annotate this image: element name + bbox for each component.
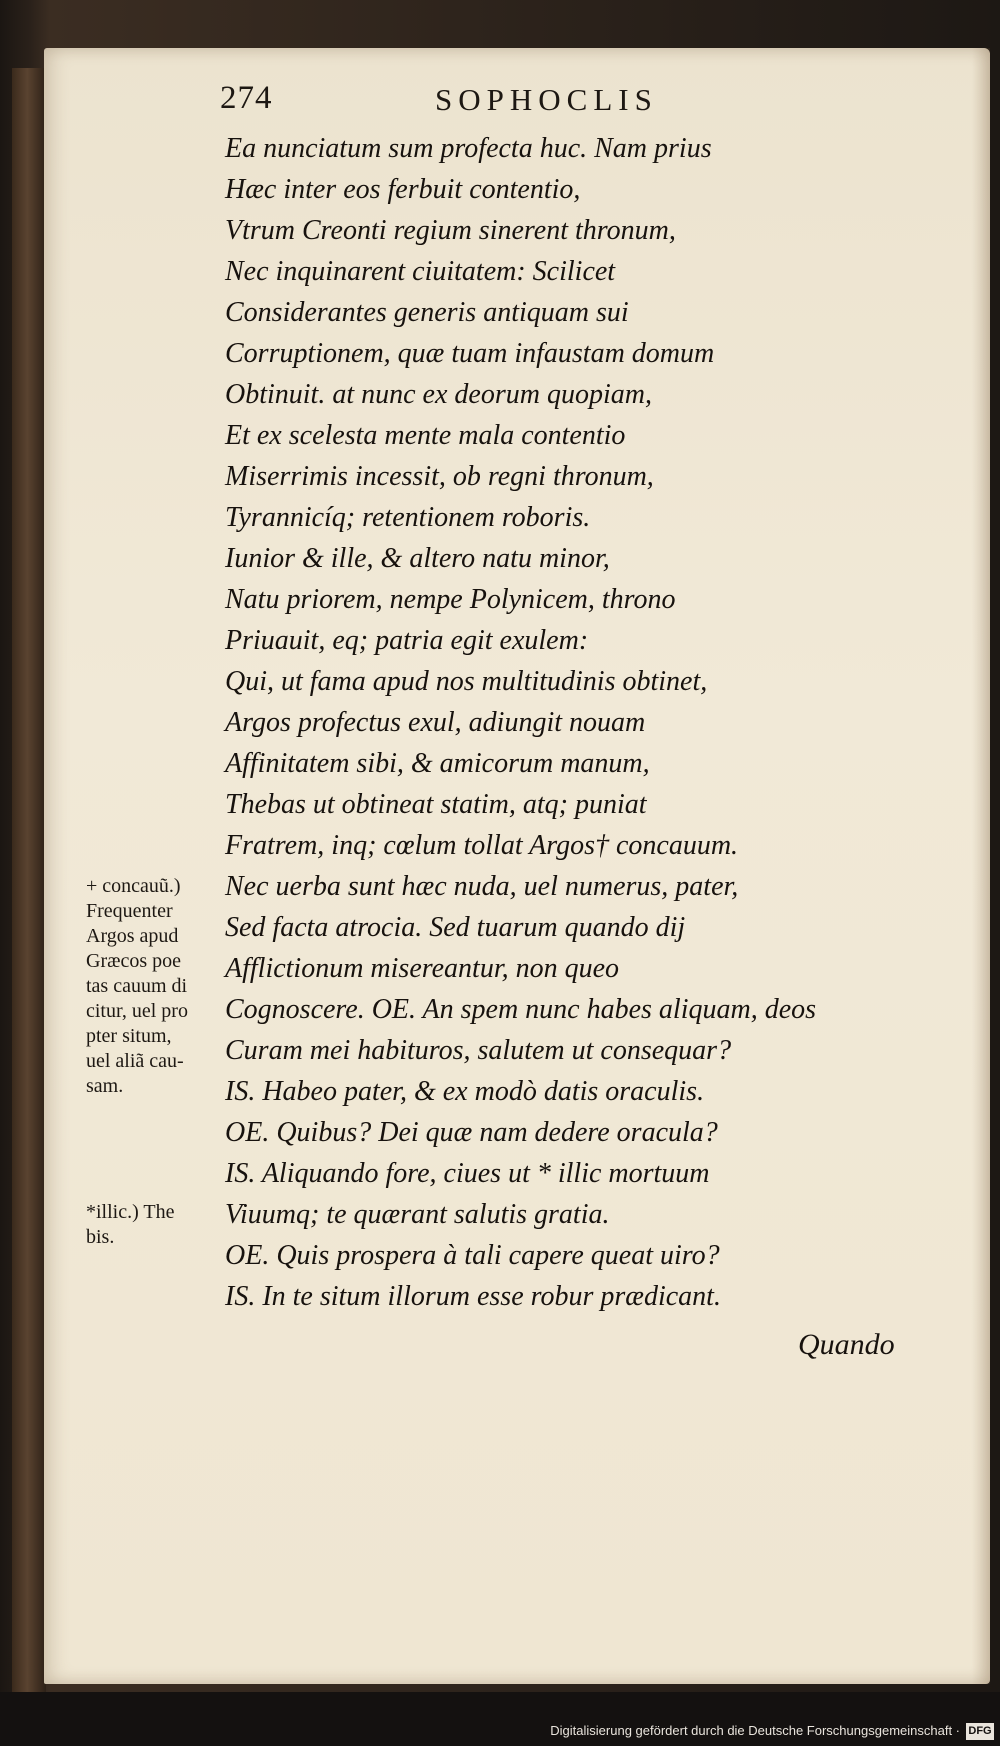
verse-line: Ea nunciatum sum profecta huc. Nam prius xyxy=(225,133,712,164)
catchword: Quando xyxy=(798,1328,895,1361)
verse-line: Tyrannicíq; retentionem roboris. xyxy=(225,502,591,533)
verse-line: Considerantes generis antiquam sui xyxy=(225,297,629,328)
marginal-note-concauum: + concauũ.) Frequenter Argos apud Græcos poe tas cauum di citur, uel pro pter situm, uel aliã cau- sam. xyxy=(86,875,188,1097)
marginal-note-illic: *illic.) The bis. xyxy=(86,1201,175,1248)
page-shadow xyxy=(972,48,990,1684)
verse-line: OE. Quibus? Dei quæ nam dedere oracula? xyxy=(225,1117,718,1148)
verse-line: Corruptionem, quæ tuam infaustam domum xyxy=(225,338,715,369)
verse-line: Nec inquinarent ciuitatem: Scilicet xyxy=(225,256,616,287)
digitization-credit: Digitalisierung gefördert durch die Deutsche Forschungsgemeinschaft · xyxy=(550,1723,960,1738)
verse-line: Sed facta atrocia. Sed tuarum quando dij xyxy=(225,912,686,943)
verse-line: Miserrimis incessit, ob regni thronum, xyxy=(225,461,654,492)
verse-line: Nec uerba sunt hæc nuda, uel numerus, pater, xyxy=(225,871,739,902)
verse-line: Iunior & ille, & altero natu minor, xyxy=(225,543,610,574)
book-spine-edge xyxy=(12,68,46,1700)
verse-line: Vtrum Creonti regium sinerent thronum, xyxy=(225,215,676,246)
verse-line: Viuumq; te quærant salutis gratia. xyxy=(225,1199,610,1230)
verse-line: Qui, ut fama apud nos multitudinis obtinet, xyxy=(225,666,708,697)
verse-line: IS. Habeo pater, & ex modò datis oraculis. xyxy=(225,1076,705,1107)
dfg-logo: DFG xyxy=(966,1723,994,1740)
verse-line: IS. In te situm illorum esse robur prædicant. xyxy=(225,1281,721,1312)
verse-line: Afflictionum misereantur, non queo xyxy=(225,953,620,984)
verse-line: Et ex scelesta mente mala contentio xyxy=(225,420,626,451)
verse-line: Thebas ut obtineat statim, atq; puniat xyxy=(225,789,647,820)
verse-line: Hæc inter eos ferbuit contentio, xyxy=(225,174,581,205)
running-head: SOPHOCLIS xyxy=(435,82,658,117)
page-number: 274 xyxy=(220,80,273,116)
verse-line: Priuauit, eq; patria egit exulem: xyxy=(225,625,589,656)
verse-line: Affinitatem sibi, & amicorum manum, xyxy=(225,748,650,779)
verse-line: Cognoscere. OE. An spem nunc habes aliquam, deos xyxy=(225,994,817,1025)
verse-line: Argos profectus exul, adiungit nouam xyxy=(225,707,646,738)
verse-line: OE. Quis prospera à tali capere queat uiro? xyxy=(225,1240,720,1271)
verse-line: Obtinuit. at nunc ex deorum quopiam, xyxy=(225,379,652,410)
verse-line: Fratrem, inq; cœlum tollat Argos† concauum. xyxy=(225,830,739,861)
verse-text xyxy=(225,128,945,1317)
verse-line: Natu priorem, nempe Polynicem, throno xyxy=(225,584,676,615)
verse-line: Curam mei habituros, salutem ut consequar? xyxy=(225,1035,732,1066)
verse-line: IS. Aliquando fore, ciues ut * illic mortuum xyxy=(225,1158,710,1189)
